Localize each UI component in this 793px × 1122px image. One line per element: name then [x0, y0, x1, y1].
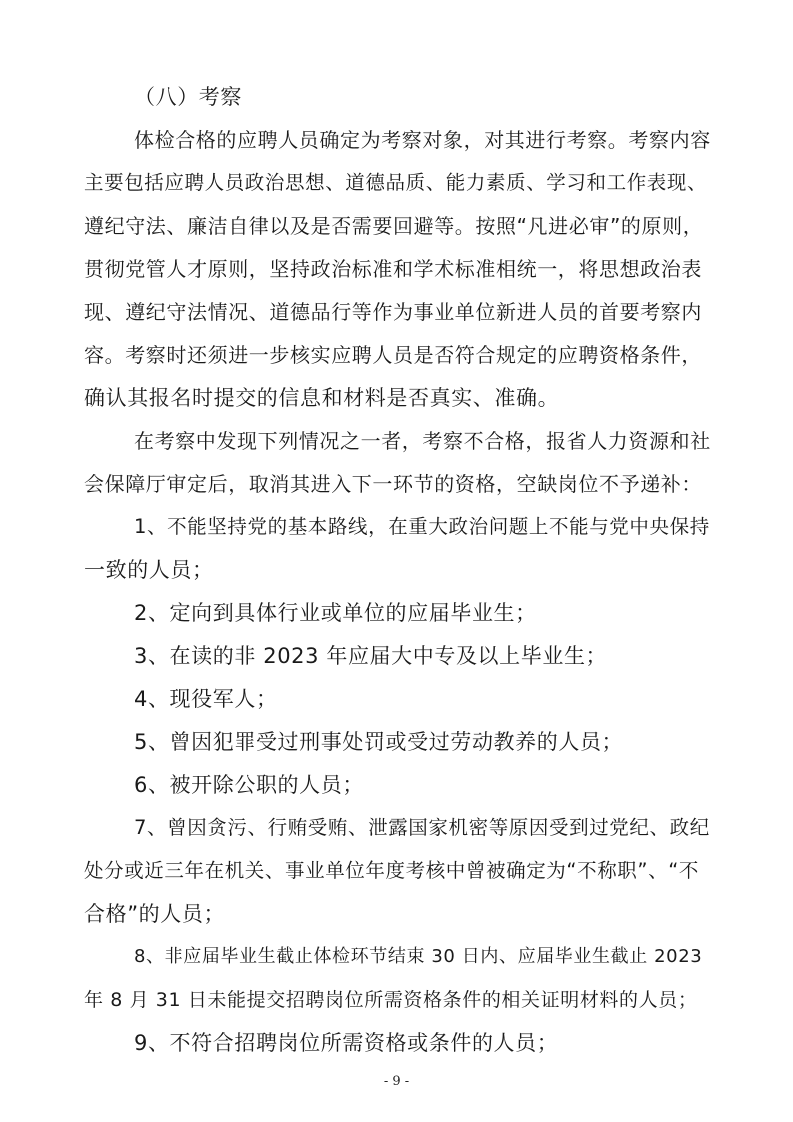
list-item: 4、现役军人； [134, 687, 278, 711]
page-number: - 9 - [383, 1074, 410, 1089]
paragraph-line: 贯彻党管人才原则，坚持政治标准和学术标准相统一，将思想政治表 [84, 257, 702, 281]
list-item: 2、定向到具体行业或单位的应届毕业生； [134, 601, 537, 625]
paragraph-line: 容。考察时还须进一步核实应聘人员是否符合规定的应聘资格条件， [84, 343, 702, 367]
paragraph-line: 确认其报名时提交的信息和材料是否真实、准确。 [84, 386, 560, 410]
paragraph-line: 现、遵纪守法情况、道德品行等作为事业单位新进人员的首要考察内 [84, 300, 702, 324]
list-item-continuation: 年 8 月 31 日未能提交招聘岗位所需资格条件的相关证明材料的人员； [84, 989, 698, 1011]
list-item-continuation: 处分或近三年在机关、事业单位年度考核中曾被确定为“不称职”、“不 [84, 859, 700, 882]
list-item: 9、不符合招聘岗位所需资格或条件的人员； [134, 1031, 559, 1055]
paragraph-line: 主要包括应聘人员政治思想、道德品质、能力素质、学习和工作表现、 [84, 171, 708, 194]
list-item: 1、不能坚持党的基本路线，在重大政治问题上不能与党中央保持 [134, 515, 710, 538]
paragraph-line: 体检合格的应聘人员确定为考察对象，对其进行考察。考察内容 [134, 128, 711, 152]
list-item: 3、在读的非 2023 年应届大中专及以上毕业生； [134, 644, 608, 668]
paragraph-line: 遵纪守法、廉洁自律以及是否需要回避等。按照“凡进必审”的原则， [84, 214, 704, 238]
list-item-continuation: 一致的人员； [84, 558, 214, 582]
list-item-continuation: 合格”的人员； [84, 902, 226, 926]
paragraph-line: 会保障厅审定后，取消其进入下一环节的资格，空缺岗位不予递补： [84, 472, 702, 496]
list-item: 6、被开除公职的人员； [134, 773, 364, 797]
paragraph-line: 在考察中发现下列情况之一者，考察不合格，报省人力资源和社 [134, 429, 711, 453]
list-item: 5、曾因犯罪受过刑事处罚或受过劳动教养的人员； [134, 730, 624, 754]
section-heading: （八）考察 [134, 85, 242, 109]
list-item: 7、曾因贪污、行贿受贿、泄露国家机密等原因受到过党纪、政纪 [134, 816, 710, 839]
list-item: 8、非应届毕业生截止体检环节结束 30 日内、应届毕业生截止 2023 [134, 946, 703, 967]
